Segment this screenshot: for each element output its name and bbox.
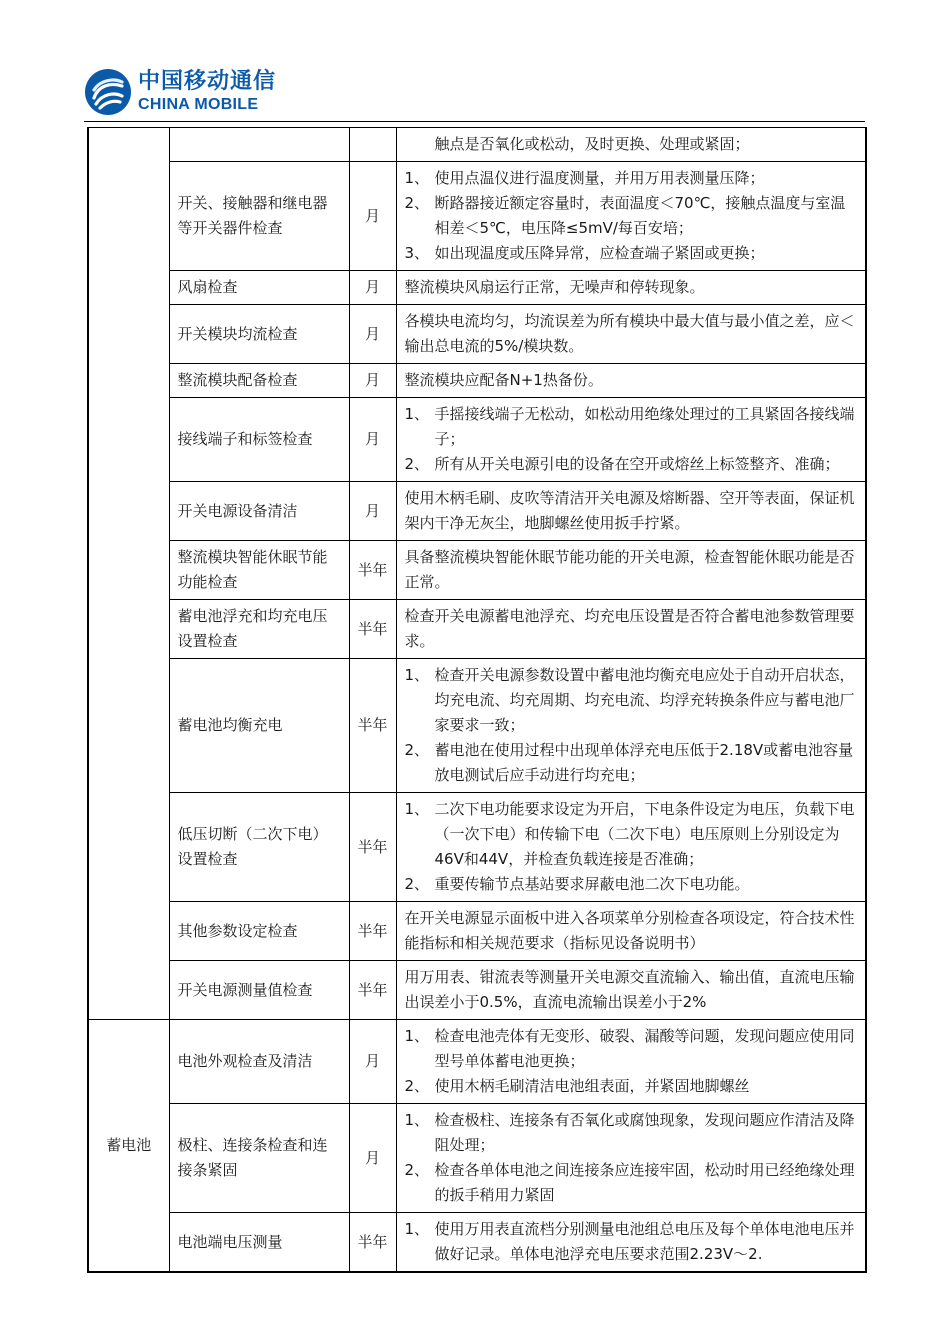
requirement-text: 使用木柄毛刷清洁电池组表面，并紧固地脚螺丝 bbox=[434, 1077, 750, 1095]
requirement-number: 1、 bbox=[404, 169, 430, 187]
requirement-line bbox=[405, 663, 858, 738]
requirement-text: 手摇接线端子无松动，如松动用绝缘处理过的工具紧固各接线端子； bbox=[434, 405, 855, 448]
table-row bbox=[88, 1020, 866, 1104]
requirement-text: 二次下电功能要求设定为开启，下电条件设定为电压，负载下电（一次下电）和传输下电（二次下电）电压原则上分别设定为46V和44V，并检查负载连接是否准确； bbox=[434, 800, 855, 868]
requirement-cell bbox=[396, 482, 866, 541]
requirement-line: 整流模块风扇运行正常，无噪声和停转现象。 bbox=[404, 278, 705, 296]
item-cell: 极柱、连接条检查和连接条紧固 bbox=[169, 1104, 349, 1213]
frequency-cell: 月 bbox=[349, 1104, 396, 1213]
frequency-cell: 月 bbox=[349, 482, 396, 541]
requirement-number: 1、 bbox=[404, 1220, 430, 1238]
requirement-text: 蓄电池在使用过程中出现单体浮充电压低于2.18V或蓄电池容量放电测试后应手动进行均充电； bbox=[434, 741, 854, 784]
item-cell: 电池外观检查及清洁 bbox=[169, 1020, 349, 1104]
item-cell: 开关电源设备清洁 bbox=[169, 482, 349, 541]
requirement-text: 所有从开关电源引电的设备在空开或熔丝上标签整齐、准确； bbox=[434, 455, 840, 473]
category-cell bbox=[88, 128, 169, 1020]
requirement-cell bbox=[396, 398, 866, 482]
frequency-cell: 半年 bbox=[349, 541, 396, 600]
item-cell: 整流模块配备检查 bbox=[169, 364, 349, 398]
requirement-line bbox=[405, 1074, 858, 1099]
frequency-cell: 月 bbox=[349, 305, 396, 364]
requirement-line bbox=[405, 402, 858, 452]
requirement-number: 3、 bbox=[404, 244, 430, 262]
requirement-line: 检查开关电源蓄电池浮充、均充电压设置是否符合蓄电池参数管理要求。 bbox=[404, 607, 855, 650]
requirement-cell bbox=[396, 541, 866, 600]
requirement-cell bbox=[396, 961, 866, 1020]
frequency-cell: 月 bbox=[349, 271, 396, 305]
item-cell: 风扇检查 bbox=[169, 271, 349, 305]
item-cell: 开关、接触器和继电器等开关器件检查 bbox=[169, 162, 349, 271]
item-cell: 低压切断（二次下电）设置检查 bbox=[169, 793, 349, 902]
table-row bbox=[88, 1213, 866, 1273]
requirement-line bbox=[405, 1217, 858, 1267]
requirement-number: 1、 bbox=[404, 666, 430, 684]
item-cell bbox=[169, 128, 349, 162]
frequency-cell: 月 bbox=[349, 364, 396, 398]
requirement-text: 如出现温度或压降异常，应检查端子紧固或更换； bbox=[434, 244, 765, 262]
requirement-number: 1、 bbox=[404, 1027, 430, 1045]
logo-english-text: CHINA MOBILE bbox=[138, 96, 259, 113]
requirement-line bbox=[405, 452, 858, 477]
item-cell: 接线端子和标签检查 bbox=[169, 398, 349, 482]
table-row bbox=[88, 793, 866, 902]
requirement-line bbox=[405, 1024, 858, 1074]
frequency-cell: 半年 bbox=[349, 1213, 396, 1273]
item-cell: 蓄电池均衡充电 bbox=[169, 659, 349, 793]
frequency-cell: 半年 bbox=[349, 793, 396, 902]
requirement-cell bbox=[396, 305, 866, 364]
requirement-number: 1、 bbox=[404, 800, 430, 818]
requirement-line: 各模块电流均匀，均流误差为所有模块中最大值与最小值之差，应＜输出总电流的5%/模块数。 bbox=[404, 312, 855, 355]
requirement-line: 整流模块应配备N+1热备份。 bbox=[404, 371, 603, 389]
requirement-line bbox=[405, 1158, 858, 1208]
table-row bbox=[88, 482, 866, 541]
requirement-text: 检查电池壳体有无变形、破裂、漏酸等问题，发现问题应使用同型号单体蓄电池更换； bbox=[434, 1027, 855, 1070]
requirement-line bbox=[405, 797, 858, 872]
requirement-line bbox=[405, 166, 858, 191]
item-cell: 整流模块智能休眠节能功能检查 bbox=[169, 541, 349, 600]
maintenance-table bbox=[87, 127, 867, 1273]
item-cell: 其他参数设定检查 bbox=[169, 902, 349, 961]
requirement-number: 2、 bbox=[404, 1077, 430, 1095]
frequency-cell: 月 bbox=[349, 162, 396, 271]
requirement-number: 2、 bbox=[404, 455, 430, 473]
table-row bbox=[88, 305, 866, 364]
requirement-number: 2、 bbox=[404, 741, 430, 759]
table-row bbox=[88, 271, 866, 305]
requirement-line: 用万用表、钳流表等测量开关电源交直流输入、输出值，直流电压输出误差小于0.5%，直流电流输出误差小于2% bbox=[404, 968, 855, 1011]
page-header bbox=[84, 66, 866, 124]
requirement-text: 断路器接近额定容量时，表面温度＜70℃，接触点温度与室温相差＜5℃，电压降≤5mV/每百安培； bbox=[434, 194, 846, 237]
frequency-cell: 半年 bbox=[349, 961, 396, 1020]
table-row bbox=[88, 128, 866, 162]
requirement-number: 2、 bbox=[404, 194, 430, 212]
table-row bbox=[88, 541, 866, 600]
item-cell: 开关模块均流检查 bbox=[169, 305, 349, 364]
requirement-cell bbox=[396, 364, 866, 398]
requirement-cell bbox=[396, 271, 866, 305]
requirement-text: 检查各单体电池之间连接条应连接牢固，松动时用已经绝缘处理的扳手稍用力紧固 bbox=[434, 1161, 855, 1204]
requirement-cell bbox=[396, 902, 866, 961]
requirement-cell bbox=[396, 1104, 866, 1213]
requirement-cell bbox=[396, 600, 866, 659]
requirement-text: 使用点温仪进行温度测量，并用万用表测量压降； bbox=[434, 169, 765, 187]
requirement-line bbox=[405, 191, 858, 241]
frequency-cell: 月 bbox=[349, 1020, 396, 1104]
logo-chinese-text: 中国移动通信 bbox=[138, 69, 277, 94]
frequency-cell: 半年 bbox=[349, 902, 396, 961]
table-row bbox=[88, 659, 866, 793]
requirement-cell bbox=[396, 162, 866, 271]
requirement-cell bbox=[396, 793, 866, 902]
table-row bbox=[88, 1104, 866, 1213]
requirement-line: 具备整流模块智能休眠节能功能的开关电源，检查智能休眠功能是否正常。 bbox=[404, 548, 855, 591]
requirement-cell bbox=[396, 1213, 866, 1273]
frequency-cell: 月 bbox=[349, 398, 396, 482]
requirement-line: 使用木柄毛刷、皮吹等清洁开关电源及熔断器、空开等表面，保证机架内干净无灰尘，地脚螺丝使用扳手拧紧。 bbox=[404, 489, 855, 532]
requirement-line bbox=[405, 1108, 858, 1158]
requirement-number: 1、 bbox=[404, 405, 430, 423]
china-mobile-logo-icon bbox=[84, 68, 132, 116]
table-row bbox=[88, 398, 866, 482]
requirement-number: 2、 bbox=[404, 1161, 430, 1179]
table-row bbox=[88, 364, 866, 398]
requirement-line: 在开关电源显示面板中进入各项菜单分别检查各项设定，符合技术性能指标和相关规范要求（指标见设备说明书） bbox=[404, 909, 855, 952]
item-cell: 电池端电压测量 bbox=[169, 1213, 349, 1273]
table-row bbox=[88, 961, 866, 1020]
table-row bbox=[88, 600, 866, 659]
requirement-text: 使用万用表直流档分别测量电池组总电压及每个单体电池电压并做好记录。单体电池浮充电压要求范围2.23V～2. bbox=[434, 1220, 855, 1263]
requirement-text: 检查极柱、连接条有否氧化或腐蚀现象，发现问题应作清洁及降阻处理； bbox=[434, 1111, 855, 1154]
item-cell: 开关电源测量值检查 bbox=[169, 961, 349, 1020]
header-divider bbox=[84, 121, 865, 122]
requirement-line: 触点是否氧化或松动，及时更换、处理或紧固； bbox=[434, 135, 750, 153]
requirement-line bbox=[405, 241, 858, 266]
requirement-cell bbox=[396, 128, 866, 162]
frequency-cell: 半年 bbox=[349, 659, 396, 793]
table-row bbox=[88, 902, 866, 961]
maintenance-table-body bbox=[88, 128, 866, 1273]
category-cell: 蓄电池 bbox=[88, 1020, 169, 1273]
requirement-number: 2、 bbox=[404, 875, 430, 893]
requirement-text: 重要传输节点基站要求屏蔽电池二次下电功能。 bbox=[434, 875, 750, 893]
table-row bbox=[88, 162, 866, 271]
requirement-number: 1、 bbox=[404, 1111, 430, 1129]
frequency-cell: 半年 bbox=[349, 600, 396, 659]
requirement-line bbox=[405, 738, 858, 788]
item-cell: 蓄电池浮充和均充电压设置检查 bbox=[169, 600, 349, 659]
frequency-cell bbox=[349, 128, 396, 162]
requirement-cell bbox=[396, 1020, 866, 1104]
requirement-cell bbox=[396, 659, 866, 793]
requirement-line bbox=[405, 872, 858, 897]
requirement-text: 检查开关电源参数设置中蓄电池均衡充电应处于自动开启状态，均充电流、均充周期、均充电流、均浮充转换条件应与蓄电池厂家要求一致； bbox=[434, 666, 855, 734]
